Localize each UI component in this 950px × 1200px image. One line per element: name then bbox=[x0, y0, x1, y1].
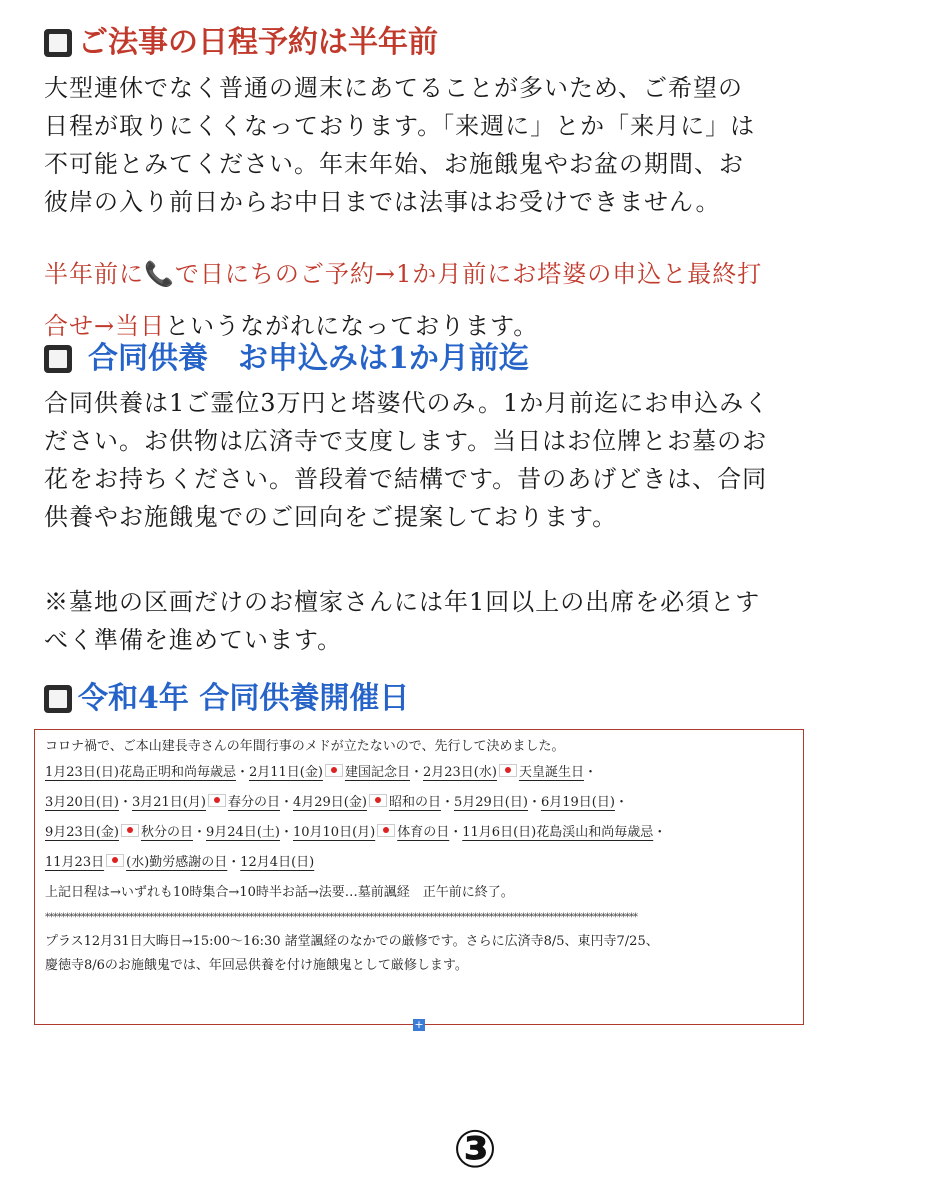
japan-flag-icon bbox=[325, 764, 343, 777]
schedule-extra bbox=[45, 930, 793, 978]
holiday-text: 昭和の日 bbox=[388, 795, 441, 810]
date-text: 9月23日(金) bbox=[45, 825, 119, 840]
japan-flag-icon bbox=[106, 854, 124, 867]
separator: ・ bbox=[279, 795, 293, 810]
star-divider: **************************************************************************************************************************************************** bbox=[45, 912, 637, 923]
note-line: ※墓地の区画だけのお檀家さんには年1回以上の出席を必須とす bbox=[44, 588, 761, 616]
separator: ・ bbox=[235, 765, 249, 780]
holiday-text: 天皇誕生日 bbox=[518, 765, 584, 780]
separator: ・ bbox=[279, 825, 293, 840]
schedule-row-2 bbox=[45, 788, 793, 818]
section3-heading-text: 令和4年 合同供養開催日 bbox=[78, 681, 410, 716]
checkbox-square-icon bbox=[44, 685, 72, 713]
checkbox-square-icon bbox=[44, 29, 72, 57]
section1-line: 彼岸の入り前日からお中日までは法事はお受けできません。 bbox=[44, 188, 721, 216]
date-text: 11月23日 bbox=[45, 855, 105, 870]
separator: ・ bbox=[614, 795, 628, 810]
schedule-date: 3月20日(日) bbox=[45, 795, 119, 810]
holiday-text: 建国記念日 bbox=[344, 765, 410, 780]
schedule-date: 5月29日(日) bbox=[453, 795, 528, 810]
schedule-date bbox=[45, 825, 193, 840]
section3-heading bbox=[44, 679, 409, 719]
flow-line-1b: で日にちのご予約→1か月前にお塔婆の申込と最終打 bbox=[174, 260, 763, 288]
holiday-text: 秋分の日 bbox=[140, 825, 193, 840]
japan-flag-icon bbox=[499, 764, 517, 777]
schedule-date: 6月19日(日) bbox=[540, 795, 615, 810]
separator: ・ bbox=[449, 825, 463, 840]
separator: ・ bbox=[653, 825, 667, 840]
schedule-date: 1月23日(日)花島正明和尚毎歳忌 bbox=[45, 765, 236, 780]
section1-line: 日程が取りにくくなっております。「来週に」とか「来月に」は bbox=[44, 112, 756, 140]
section2-note bbox=[44, 583, 884, 659]
section2-line: 花をお持ちください。普段着で結構です。昔のあげどきは、合同 bbox=[44, 465, 768, 493]
schedule-procedure: 上記日程は→いずれも10時集合→10時半お話→法要…墓前諷経 正午前に終了。 bbox=[45, 885, 514, 900]
holiday-text: 体育の日 bbox=[397, 825, 450, 840]
separator: ・ bbox=[527, 795, 541, 810]
schedule-date bbox=[249, 765, 410, 780]
flow-line-1a: 半年前に bbox=[44, 260, 144, 288]
telephone-icon: 📞 bbox=[144, 260, 175, 288]
schedule-row-1 bbox=[45, 758, 793, 788]
date-text: 2月23日(水) bbox=[422, 765, 497, 780]
section1-flow bbox=[44, 248, 884, 352]
note-line: べく準備を進めています。 bbox=[44, 626, 343, 654]
section2-body bbox=[44, 384, 884, 536]
schedule-intro: コロナ禍で、ご本山建長寺さんの年間行事のメドが立たないので、先行して決めました。 bbox=[45, 739, 565, 754]
flow-line-2-red: 合せ→当日 bbox=[44, 312, 166, 340]
japan-flag-icon bbox=[377, 824, 395, 837]
separator: ・ bbox=[409, 765, 423, 780]
flow-line-1 bbox=[44, 248, 884, 300]
date-text: 4月29日(金) bbox=[292, 795, 367, 810]
schedule-date: 12月4日(日) bbox=[240, 855, 315, 870]
schedule-box bbox=[34, 729, 804, 1025]
separator: ・ bbox=[440, 795, 454, 810]
section2-line: ださい。お供物は広済寺で支度します。当日はお位牌とお墓のお bbox=[44, 427, 768, 455]
separator: ・ bbox=[227, 855, 241, 870]
schedule-date bbox=[293, 795, 441, 810]
japan-flag-icon bbox=[369, 794, 387, 807]
extra-line: プラス12月31日大晦日→15:00〜16:30 諸堂諷経のなかでの厳修です。さらに広済寺8/5、東円寺7/25、 bbox=[45, 934, 659, 949]
section2-heading bbox=[44, 339, 529, 379]
flow-line-2-black: というながれになっております。 bbox=[165, 312, 539, 340]
separator: ・ bbox=[192, 825, 206, 840]
plus-icon[interactable]: + bbox=[414, 1018, 424, 1031]
separator: ・ bbox=[118, 795, 132, 810]
japan-flag-icon bbox=[121, 824, 139, 837]
schedule-date bbox=[132, 795, 280, 810]
schedule-date bbox=[293, 825, 449, 840]
section1-line: 不可能とみてください。年末年始、お施餓鬼やお盆の期間、お bbox=[44, 150, 744, 178]
date-text: 2月11日(金) bbox=[248, 765, 323, 780]
section2-line: 合同供養は1ご霊位3万円と塔婆代のみ。1か月前迄にお申込みく bbox=[44, 389, 770, 417]
section2-line: 供養やお施餓鬼でのご回向をご提案しております。 bbox=[44, 503, 618, 531]
checkbox-square-icon bbox=[44, 345, 72, 373]
section1-heading bbox=[44, 23, 438, 63]
schedule-date bbox=[423, 765, 584, 780]
japan-flag-icon bbox=[208, 794, 226, 807]
section1-line: 大型連休でなく普通の週末にあてることが多いため、ご希望の bbox=[44, 74, 744, 102]
schedule-date bbox=[45, 855, 227, 870]
separator: ・ bbox=[583, 765, 597, 780]
schedule-row-4 bbox=[45, 848, 793, 878]
section1-body bbox=[44, 69, 884, 221]
extra-line: 慶徳寺8/6のお施餓鬼では、年回忌供養を付け施餓鬼として厳修します。 bbox=[45, 958, 468, 973]
date-text: 10月10日(月) bbox=[292, 825, 376, 840]
section1-heading-text: ご法事の日程予約は半年前 bbox=[78, 25, 438, 60]
section2-heading-text: 合同供養 お申込みは1か月前迄 bbox=[88, 341, 529, 376]
schedule-date: 11月6日(日)花島渓山和尚毎歳忌 bbox=[462, 825, 654, 840]
holiday-text: 春分の日 bbox=[227, 795, 280, 810]
schedule-row-3 bbox=[45, 818, 793, 848]
date-text: 3月21日(月) bbox=[131, 795, 206, 810]
holiday-text: (水)勤労感謝の日 bbox=[126, 855, 228, 870]
page-number: ③ bbox=[452, 1120, 498, 1180]
schedule-date: 9月24日(土) bbox=[206, 825, 280, 840]
